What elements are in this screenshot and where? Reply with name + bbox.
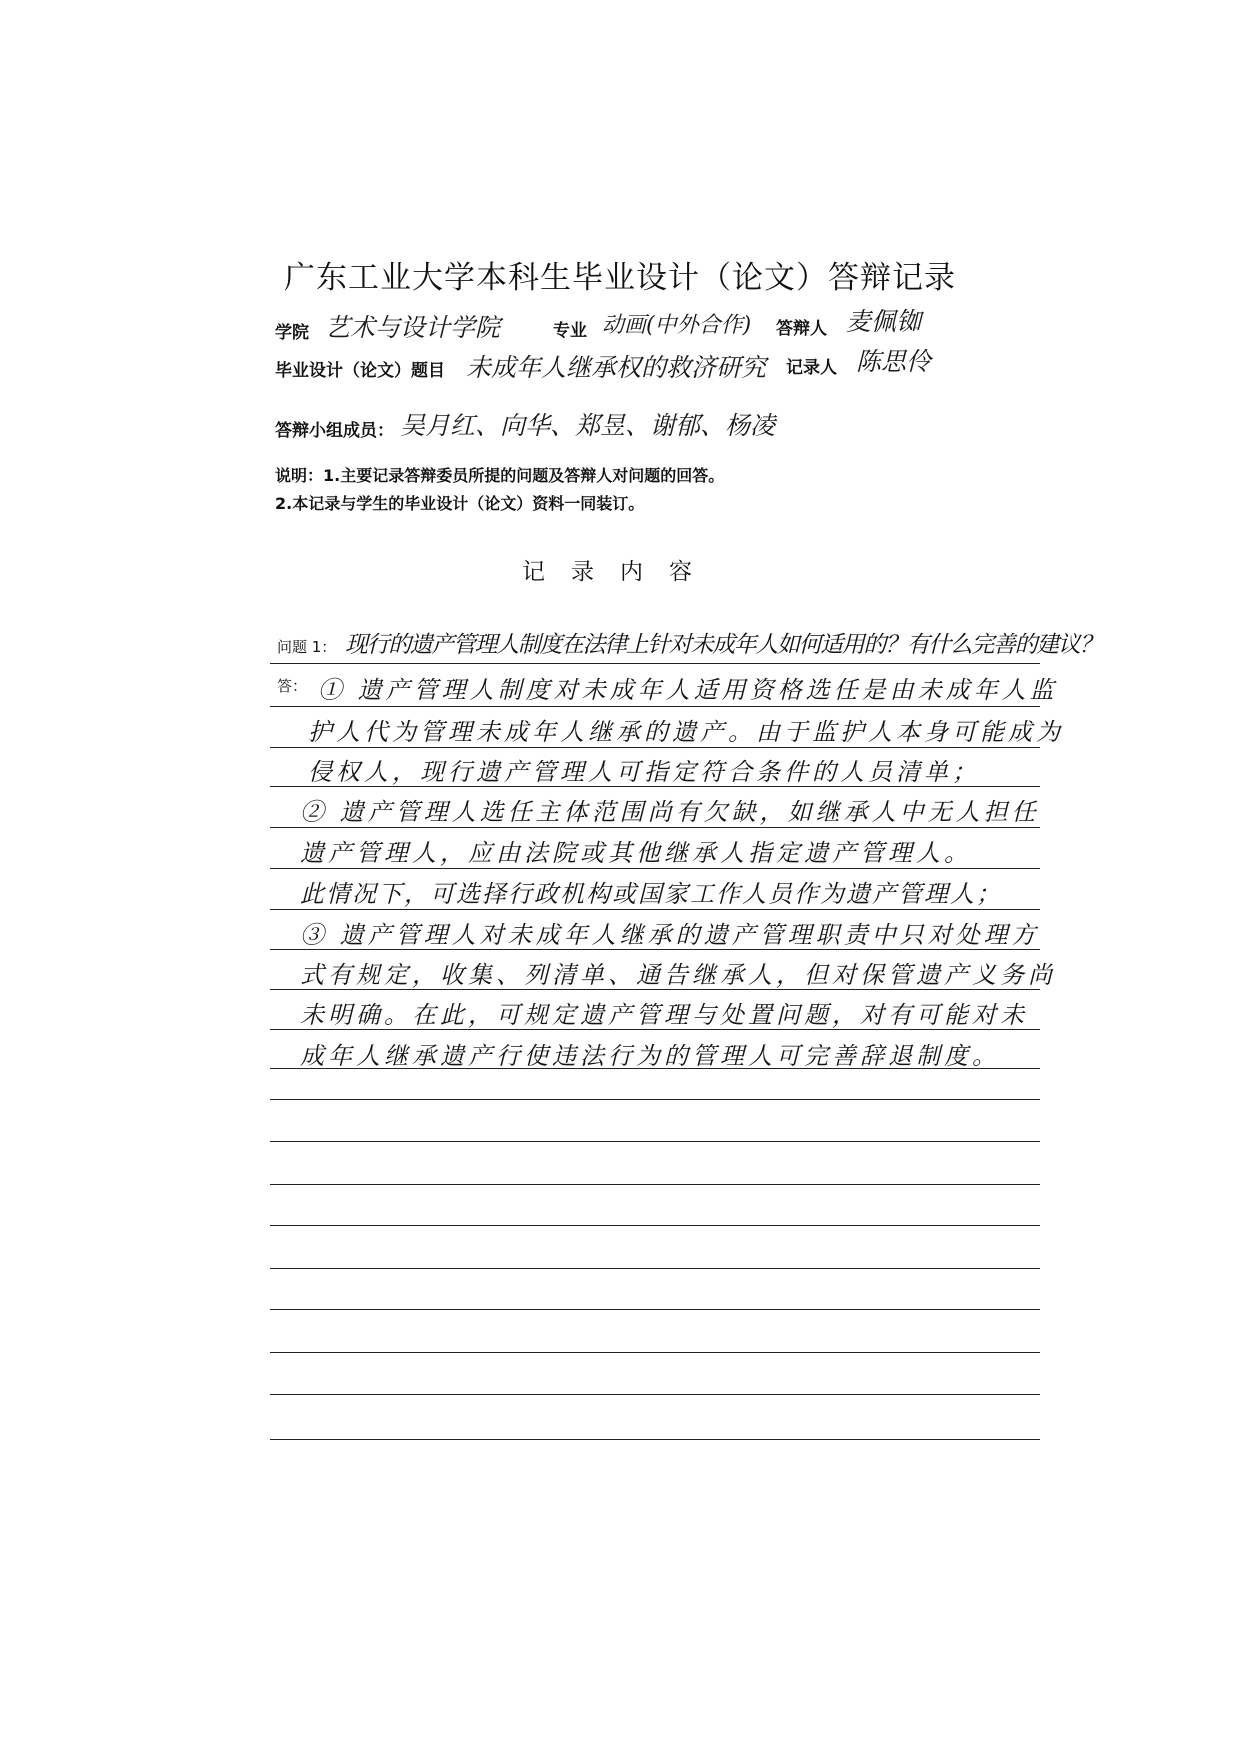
ruled-line xyxy=(270,1029,1040,1030)
ruled-line xyxy=(270,706,1040,707)
college-value: 艺术与设计学院 xyxy=(325,313,501,342)
recorder-label: 记录人 xyxy=(786,358,837,378)
answer-line: 侵权人，现行遗产管理人可指定符合条件的人员清单； xyxy=(308,758,980,786)
answer-line: 成年人继承遗产行使违法行为的管理人可完善辞退制度。 xyxy=(300,1042,1000,1070)
answer-line: 遗产管理人，应由法院或其他继承人指定遗产管理人。 xyxy=(300,839,972,867)
ruled-line xyxy=(270,1352,1040,1353)
ruled-line xyxy=(270,989,1040,990)
major-value: 动画(中外合作) xyxy=(602,313,752,338)
ruled-line xyxy=(270,909,1040,910)
answer-label: 答： xyxy=(277,677,308,695)
major-label: 专业 xyxy=(553,321,587,341)
ruled-line xyxy=(270,1184,1040,1185)
ruled-line xyxy=(270,827,1040,828)
section-title: 记录内容 xyxy=(522,559,718,585)
panel-value: 吴月红、向华、郑昱、谢郁、杨凌 xyxy=(400,411,776,440)
ruled-line xyxy=(270,1268,1040,1269)
answer-line: ① 遗产管理人制度对未成年人适用资格选任是由未成年人监 xyxy=(318,676,1058,704)
ruled-line xyxy=(270,1068,1040,1069)
question-text: 现行的遗产管理人制度在法律上针对未成年人如何适用的？有什么完善的建议？ xyxy=(345,632,1102,658)
ruled-line xyxy=(270,1394,1040,1395)
question-label: 问题 1： xyxy=(277,638,337,656)
document-title: 广东工业大学本科生毕业设计（论文）答辩记录 xyxy=(284,260,956,296)
answer-line: 此情况下，可选择行政机构或国家工作人员作为遗产管理人； xyxy=(300,880,1002,908)
ruled-line xyxy=(270,1141,1040,1142)
answer-line: 式有规定，收集、列清单、通告继承人，但对保管遗产义务尚 xyxy=(300,961,1056,989)
note-line-1: 说明：1.主要记录答辩委员所提的问题及答辩人对问题的回答。 xyxy=(275,466,725,485)
answer-line: ② 遗产管理人选任主体范围尚有欠缺，如继承人中无人担任 xyxy=(300,798,1040,826)
answer-line: ③ 遗产管理人对未成年人继承的遗产管理职责中只对处理方 xyxy=(300,921,1040,949)
note-line-2: 2.本记录与学生的毕业设计（论文）资料一同装订。 xyxy=(275,494,645,513)
panel-label: 答辩小组成员： xyxy=(275,421,394,441)
ruled-line xyxy=(270,868,1040,869)
ruled-line xyxy=(270,663,1040,664)
ruled-line xyxy=(270,1099,1040,1100)
recorder-value: 陈思伶 xyxy=(856,347,932,376)
topic-label: 毕业设计（论文）题目 xyxy=(275,361,445,381)
answer-line: 护人代为管理未成年人继承的遗产。由于监护人本身可能成为 xyxy=(308,718,1064,746)
ruled-line xyxy=(270,747,1040,748)
ruled-line xyxy=(270,1225,1040,1226)
topic-value: 未成年人继承权的救济研究 xyxy=(466,353,767,382)
respondent-label: 答辩人 xyxy=(776,319,827,339)
answer-line: 未明确。在此，可规定遗产管理与处置问题，对有可能对未 xyxy=(300,1001,1028,1029)
respondent-value: 麦佩铷 xyxy=(846,307,922,336)
ruled-line xyxy=(270,949,1040,950)
ruled-line xyxy=(270,1309,1040,1310)
ruled-line xyxy=(270,786,1040,787)
ruled-line xyxy=(270,1439,1040,1440)
college-label: 学院 xyxy=(275,323,309,343)
